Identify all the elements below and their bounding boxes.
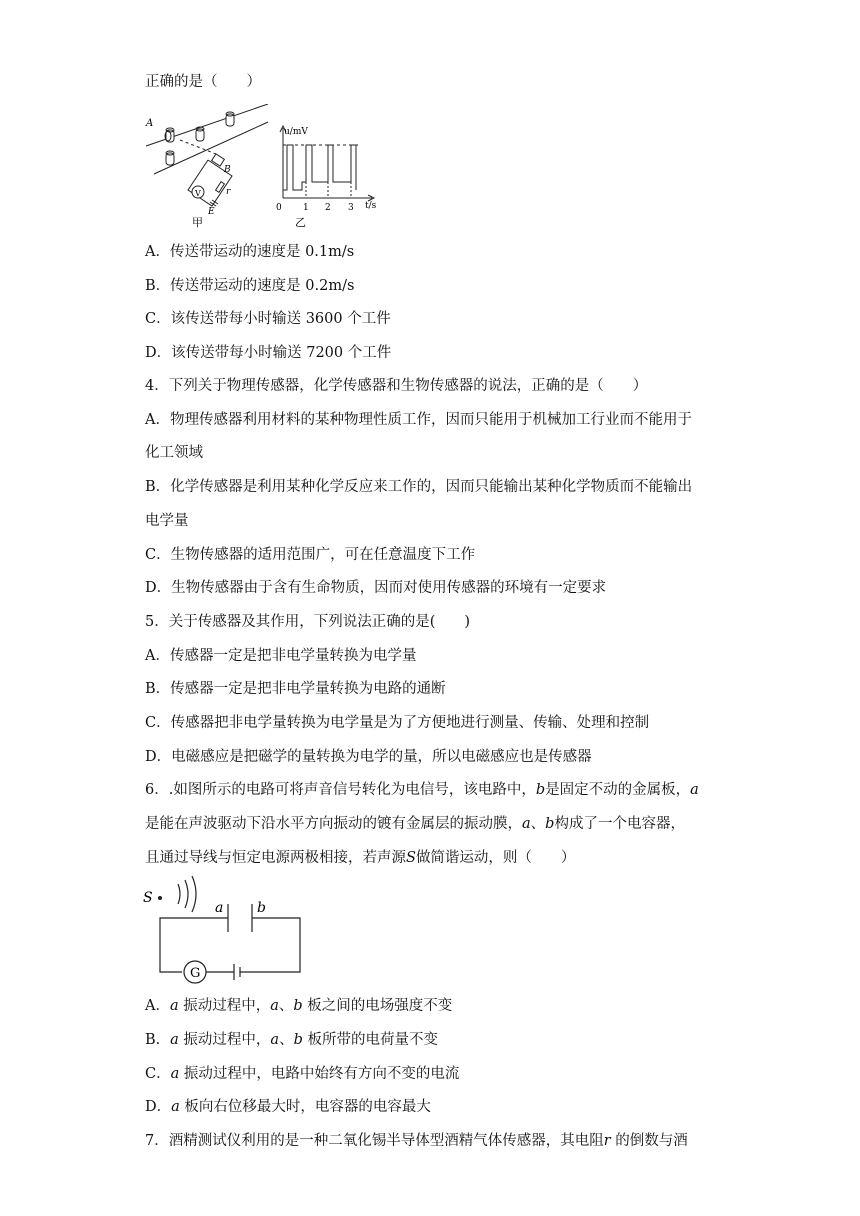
q3-option-b: B．传送带运动的速度是 0.2m/s (145, 278, 355, 294)
label-V: V (195, 189, 201, 198)
q6-stem-line1: 6．.如图所示的电路可将声音信号转化为电信号，该电路中，b是固定不动的金属板，a (145, 782, 699, 798)
figure-jia (140, 104, 275, 229)
label-A: A (146, 118, 154, 129)
yi-ylabel: u/mV (284, 127, 308, 137)
caption-jia: 甲 (192, 216, 203, 229)
q5-option-c: C．传感器把非电学量转换为电学量是为了方便地进行测量、传输、处理和控制 (145, 715, 650, 731)
q6-stem-line2: 是能在声波驱动下沿水平方向振动的镀有金属层的振动膜，a、b构成了一个电容器， (145, 816, 685, 832)
galvanometer-label: G (190, 966, 201, 981)
q3-option-a: A．传送带运动的速度是 0.1m/s (145, 244, 355, 260)
circuit-label-b: b (257, 900, 266, 916)
caption-yi: 乙 (295, 216, 306, 228)
label-B: B (224, 165, 231, 175)
figure-yi (272, 118, 384, 228)
sound-source-dot (158, 896, 162, 900)
q4-stem: 4．下列关于物理传感器，化学传感器和生物传感器的说法，正确的是（ ） (145, 378, 648, 394)
q4-option-b-line1: B．化学传感器是利用某种化学反应来工作的，因而只能输出某种化学物质而不能输出 (145, 479, 693, 495)
circuit-label-S: S (143, 890, 153, 906)
circuit-label-a: a (215, 900, 224, 916)
q5-option-b: B．传感器一定是把非电学量转换为电路的通断 (145, 681, 446, 697)
q7-stem-line1: 7．酒精测试仪利用的是一种二氧化锡半导体型酒精气体传感器，其电阻r 的倒数与酒 (145, 1133, 688, 1149)
q5-option-d: D．电磁感应是把磁学的量转换为电学的量，所以电磁感应也是传感器 (145, 749, 592, 765)
q6-option-d: D．a 板向右位移最大时，电容器的电容最大 (145, 1099, 431, 1115)
yi-tick-1: 1 (303, 203, 309, 213)
q6-stem-line3: 且通过导线与恒定电源两极相接，若声源S做简谐运动，则（ ） (145, 850, 576, 866)
label-r: r (226, 187, 231, 197)
q5-option-a: A．传感器一定是把非电学量转换为电学量 (145, 648, 417, 664)
yi-tick-3: 3 (348, 203, 354, 213)
q4-option-a-line2: 化工领域 (145, 445, 203, 461)
yi-xlabel: t/s (365, 201, 377, 211)
q4-option-b-line2: 电学量 (145, 513, 189, 529)
figure-circuit (140, 874, 310, 986)
q5-stem: 5．关于传感器及其作用，下列说法正确的是( ) (145, 614, 471, 630)
q6-option-a: A．a 振动过程中，a、b 板之间的电场强度不变 (145, 998, 453, 1014)
q3-option-d: D．该传送带每小时输送 7200 个工件 (145, 345, 392, 361)
q3-stem-tail: 正确的是（ ） (145, 74, 261, 90)
q6-option-c: C．a 振动过程中，电路中始终有方向不变的电流 (145, 1066, 460, 1082)
yi-tick-2: 2 (325, 203, 331, 213)
q4-option-d: D．生物传感器由于含有生命物质，因而对使用传感器的环境有一定要求 (145, 580, 607, 596)
label-E: E (208, 207, 215, 217)
yi-tick-0: 0 (276, 203, 282, 213)
q4-option-a-line1: A．物理传感器利用材料的某种物理性质工作，因而只能用于机械加工行业而不能用于 (145, 412, 692, 428)
q3-option-c: C．该传送带每小时输送 3600 个工件 (145, 311, 391, 327)
q4-option-c: C．生物传感器的适用范围广，可在任意温度下工作 (145, 547, 476, 563)
q6-option-b: B．a 振动过程中，a、b 板所带的电荷量不变 (145, 1032, 438, 1048)
